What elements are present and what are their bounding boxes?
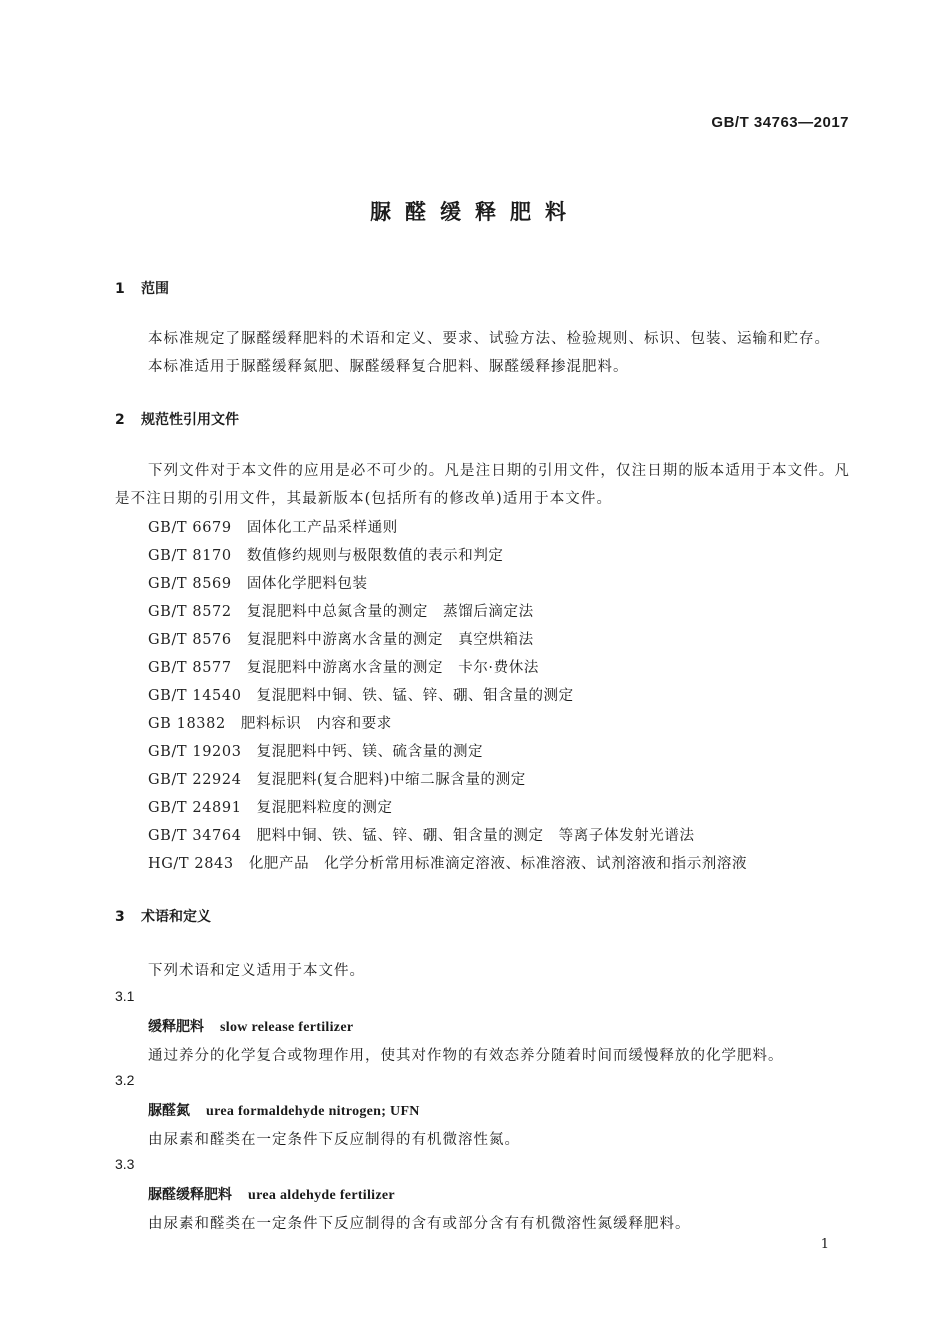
definition-text: 由尿素和醛类在一定条件下反应制得的含有或部分含有有机微溶性氮缓释肥料。 [148,1216,691,1232]
reference-code: GB/T 24891 [148,800,242,816]
reference-code: GB/T 8572 [148,604,232,620]
reference-title: 复混肥料中总氮含量的测定 蒸馏后滴定法 [246,604,534,620]
section-title: 规范性引用文件 [141,412,239,428]
reference-title: 化肥产品 化学分析常用标准滴定溶液、标准溶液、试剂溶液和指示剂溶液 [248,856,748,872]
reference-title: 复混肥料中钙、镁、硫含量的测定 [256,744,484,760]
reference-item [0,656,539,677]
paragraph [0,355,629,376]
term-entry [0,1156,134,1172]
reference-code: GB 18382 [148,716,226,732]
reference-title: 复混肥料中游离水含量的测定 真空烘箱法 [246,632,534,648]
reference-item [0,684,574,705]
term-definition [0,1044,784,1065]
reference-item [0,852,747,873]
scope-paragraph-1: 本标准规定了脲醛缓释肥料的术语和定义、要求、试验方法、检验规则、标识、包装、运输和贮存。 [148,331,830,347]
reference-item [0,516,398,537]
section-title: 术语和定义 [141,909,211,925]
references-intro: 下列文件对于本文件的应用是必不可少的。凡是注日期的引用文件，仅注日期的版本适用于本文件。凡是不注日期的引用文件，其最新版本(包括所有的修改单)适用于本文件。 [115,463,850,507]
reference-code: GB/T 8576 [148,632,232,648]
section-number: 1 [115,281,125,297]
reference-code: GB/T 34764 [148,828,242,844]
reference-code: GB/T 8577 [148,660,232,676]
reference-title: 肥料标识 内容和要求 [240,716,392,732]
term-definition [0,1128,520,1149]
reference-title: 固体化工产品采样通则 [246,520,398,536]
term-en: urea aldehyde fertilizer [248,1188,395,1203]
reference-code: GB/T 19203 [148,744,242,760]
paragraph [0,959,365,980]
term-number: 3.3 [115,1156,135,1172]
term-en: slow release fertilizer [220,1020,354,1035]
paragraph [0,327,830,348]
reference-code: GB/T 14540 [148,688,242,704]
term-zh: 缓释肥料 [148,1019,204,1035]
reference-item [0,628,534,649]
term-entry [0,1072,134,1088]
scope-paragraph-2: 本标准适用于脲醛缓释氮肥、脲醛缓释复合肥料、脲醛缓释掺混肥料。 [148,359,629,375]
term-heading [0,1016,353,1036]
term-number: 3.1 [115,988,135,1004]
reference-code: GB/T 8569 [148,576,232,592]
reference-item [0,544,504,565]
reference-title: 复混肥料中游离水含量的测定 卡尔·费休法 [246,660,539,676]
terms-intro: 下列术语和定义适用于本文件。 [148,963,365,979]
reference-code: GB/T 6679 [148,520,232,536]
document-title: 脲醛缓释肥料 [370,200,580,224]
page-number: 1 [820,1237,829,1252]
section-heading-scope [0,278,169,298]
standard-code: GB/T 34763—2017 [711,114,849,131]
reference-item [0,712,392,733]
term-definition [0,1212,691,1233]
reference-item [0,768,526,789]
section-title: 范围 [141,281,169,297]
reference-title: 固体化学肥料包装 [246,576,368,592]
reference-title: 复混肥料粒度的测定 [256,800,393,816]
reference-item [0,740,483,761]
term-heading [0,1184,395,1204]
reference-title: 肥料中铜、铁、锰、锌、硼、钼含量的测定 等离子体发射光谱法 [256,828,695,844]
reference-title: 复混肥料(复合肥料)中缩二脲含量的测定 [256,772,526,788]
section-number: 3 [115,909,125,925]
section-heading-references [0,409,239,429]
definition-text: 由尿素和醛类在一定条件下反应制得的有机微溶性氮。 [148,1132,520,1148]
reference-code: HG/T 2843 [148,856,234,872]
term-zh: 脲醛缓释肥料 [148,1187,232,1203]
reference-title: 复混肥料中铜、铁、锰、锌、硼、钼含量的测定 [256,688,574,704]
reference-item [0,600,534,621]
reference-item [0,824,695,845]
reference-title: 数值修约规则与极限数值的表示和判定 [246,548,504,564]
reference-code: GB/T 22924 [148,772,242,788]
term-number: 3.2 [115,1072,135,1088]
term-en: urea formaldehyde nitrogen; UFN [206,1104,420,1119]
reference-item [0,796,393,817]
reference-code: GB/T 8170 [148,548,232,564]
section-heading-terms [0,906,211,926]
term-entry [0,988,134,1004]
definition-text: 通过养分的化学复合或物理作用，使其对作物的有效态养分随着时间而缓慢释放的化学肥料。 [148,1048,784,1064]
term-heading [0,1100,420,1120]
term-zh: 脲醛氮 [148,1103,190,1119]
reference-item [0,572,368,593]
section-number: 2 [115,412,125,428]
